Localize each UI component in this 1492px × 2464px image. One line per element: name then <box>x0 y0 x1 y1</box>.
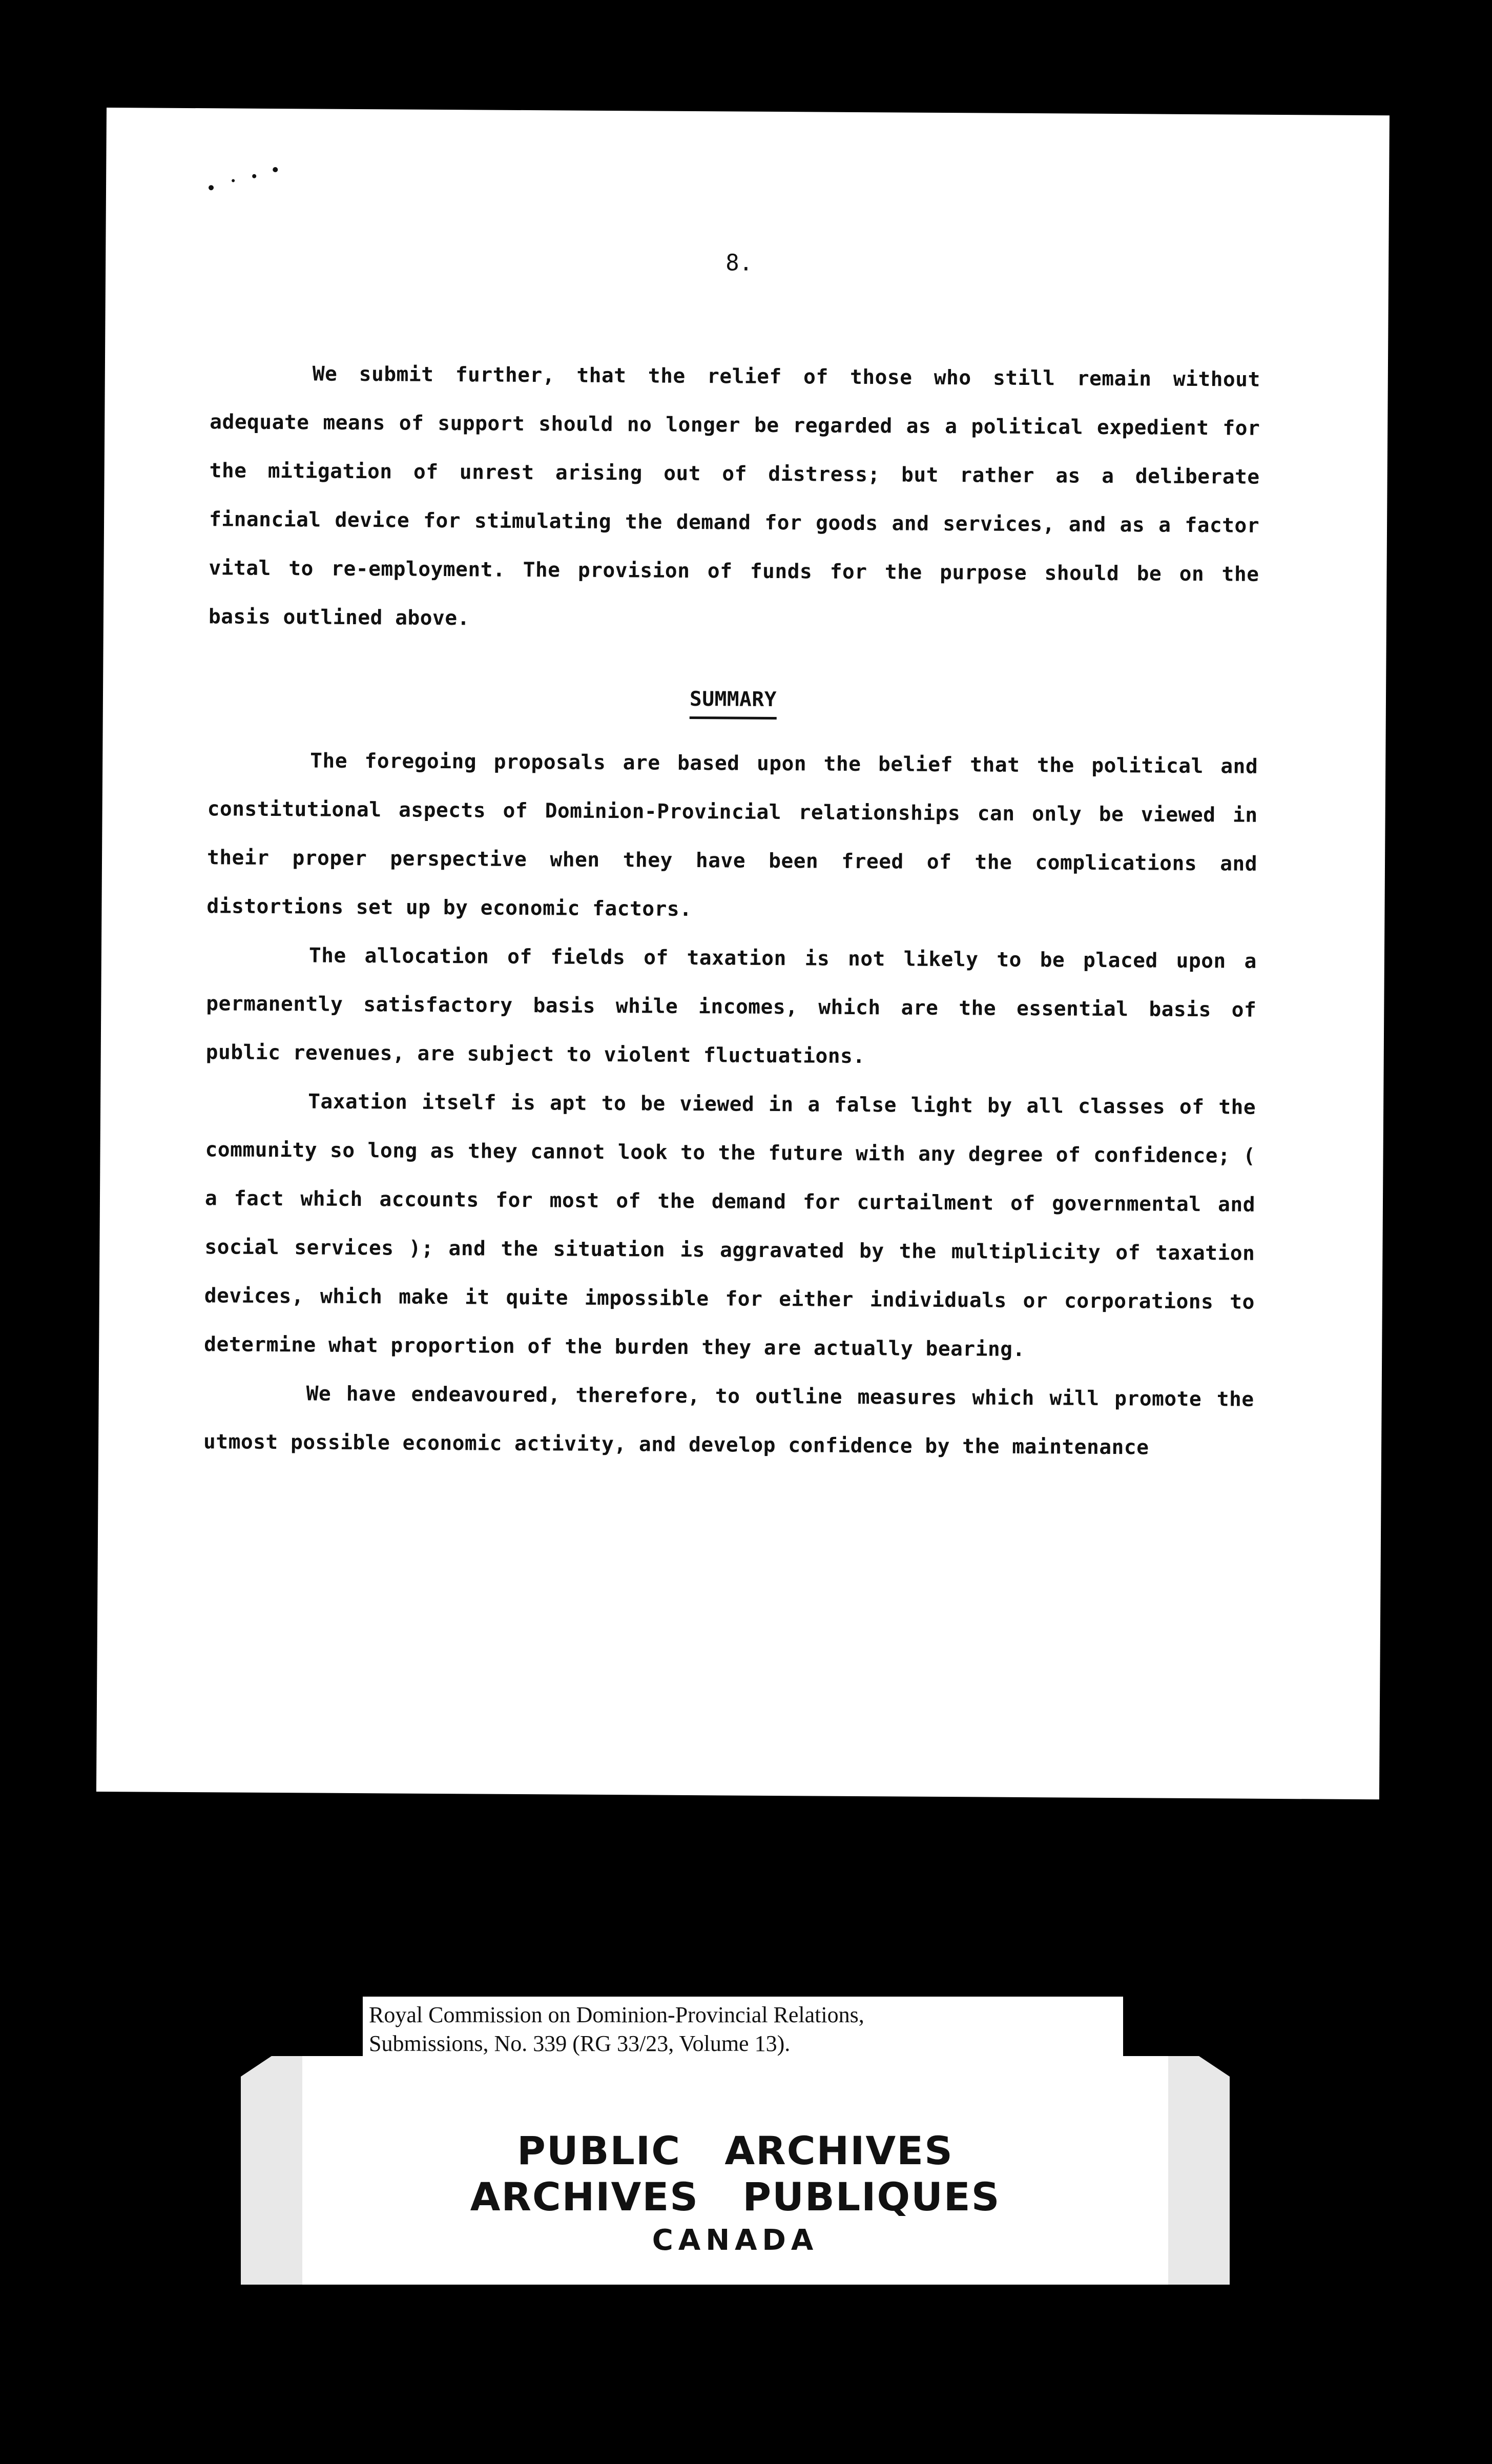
citation-line-2: Submissions, No. 339 (RG 33/23, Volume 13). <box>369 2031 791 2056</box>
summary-heading-text: SUMMARY <box>690 684 777 720</box>
stamp-corner-right <box>1199 2056 1230 2077</box>
speck-dot <box>209 185 214 190</box>
paragraph-endeavoured: We have endeavoured, therefore, to outline measures which will promote the utmost possible economic activity, and develop confidence by the maintenance <box>203 1382 1254 1460</box>
paragraph-foregoing: The foregoing proposals are based upon the belief that the political and constitutional aspects of Dominion-Provincial relationships can only be viewed in their proper perspective when they have been freed of the complications and distortions set up by economic factors. <box>206 749 1258 921</box>
summary-heading <box>208 672 1259 727</box>
stamp-corner-left <box>241 2056 272 2077</box>
speck-dot <box>252 174 256 178</box>
citation-line-1: Royal Commission on Dominion-Provincial Relations, <box>369 2002 864 2027</box>
stamp-line-1: PUBLIC ARCHIVES <box>517 2128 954 2173</box>
stamp-line-2: ARCHIVES PUBLIQUES <box>470 2174 1001 2220</box>
stamp-text <box>241 2128 1230 2261</box>
page-specks <box>203 159 285 201</box>
archives-stamp <box>241 2056 1230 2285</box>
speck-dot <box>232 179 235 182</box>
document-page <box>96 108 1390 1799</box>
paragraph-relief: We submit further, that the relief of those who still remain without adequate means of support should no longer be regarded as a political expedient for the mitigation of unrest arising out of distress; but rather as a deliberate financial device for stimulating the demand for goods and services, and as a factor vital to re-employment. The provision of funds for the purpose should be on the basis outlined above. <box>208 362 1260 630</box>
stamp-line-3: CANADA <box>652 2224 819 2257</box>
paragraph-taxation: Taxation itself is apt to be viewed in a false light by all classes of the community so long as they cannot look to the future with any degree of confidence; ( a fact which accounts for most of the demand for curtailment of governmental and social services ); and the situation is aggravated by the multiplicity of taxation devices, which make it quite impossible for either individuals or corporations to determine what proportion of the burden they are actually bearing. <box>204 1090 1256 1361</box>
paragraph-allocation: The allocation of fields of taxation is not likely to be placed upon a permanently satisfactory basis while incomes, which are the essential basis of public revenues, are subject to violent fluctuations. <box>205 943 1257 1069</box>
citation-label <box>363 1997 1123 2059</box>
speck-dot <box>273 167 278 172</box>
page-number: 8. <box>726 250 753 276</box>
document-body <box>203 349 1260 1472</box>
